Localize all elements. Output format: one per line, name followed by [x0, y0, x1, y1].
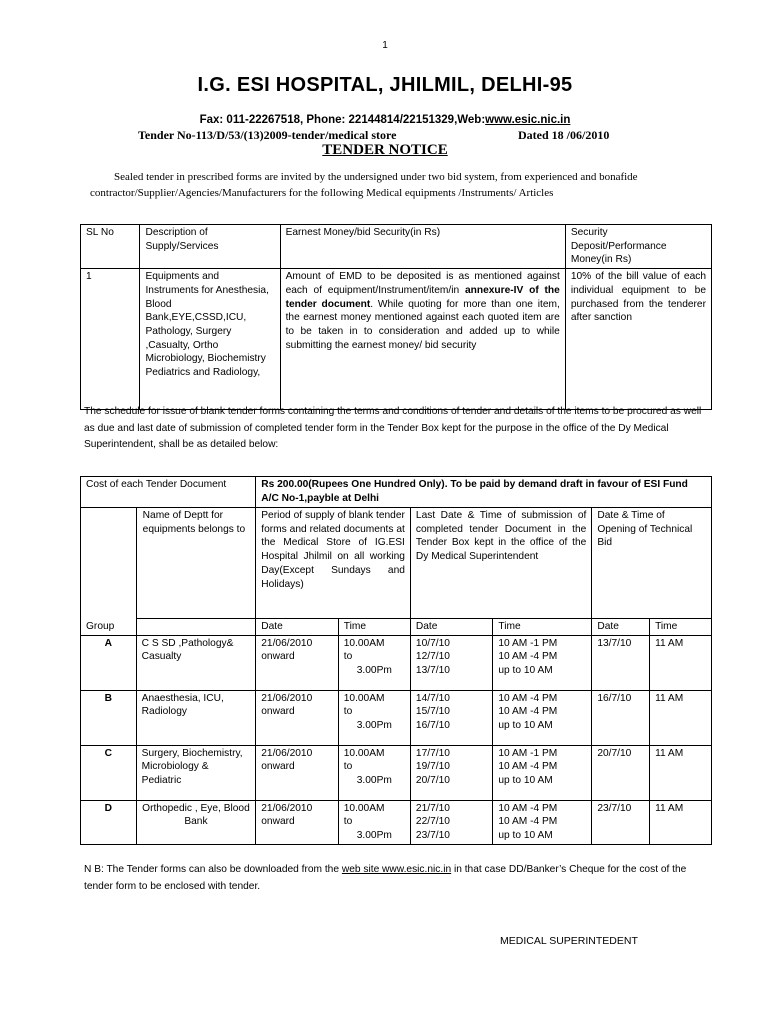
last-time: up to 10 AM	[498, 665, 553, 677]
table-row	[81, 745, 712, 800]
last-time: up to 10 AM	[498, 830, 553, 842]
page-number: 1	[382, 40, 388, 51]
nb-text-1: N B: The Tender forms can also be downloaded from the	[84, 864, 342, 875]
last-dates-b	[410, 690, 492, 745]
emd-text-2: . While quoting for more than one item, the earnest money mentioned against each quoted item are to be taken in to consideration and added up to while submitting the earnest money/ bid security	[285, 298, 560, 351]
open-time-a: 11 AM	[650, 635, 712, 690]
last-date: 16/7/10	[415, 720, 450, 732]
time-to: to	[343, 816, 353, 828]
open-time-c: 11 AM	[650, 745, 712, 800]
last-date: 15/7/10	[415, 706, 450, 718]
issue-date-d: 21/06/2010 onward	[256, 800, 338, 844]
subheader-row	[81, 619, 712, 636]
last-time: 10 AM -4 PM	[498, 802, 558, 814]
last-date: 13/7/10	[415, 665, 450, 677]
open-date-label: Date	[592, 619, 650, 636]
header-emd: Earnest Money/bid Security(in Rs)	[280, 225, 565, 269]
issue-date-label: Date	[256, 619, 338, 636]
cost-row	[81, 477, 712, 508]
dept-a: C S SD ,Pathology& Casualty	[136, 635, 256, 690]
tender-reference	[138, 128, 638, 143]
last-dates-c	[410, 745, 492, 800]
time-until: 3.00Pm	[356, 720, 392, 732]
labels-row	[81, 508, 712, 619]
hospital-title: I.G. ESI HOSPITAL, JHILMIL, DELHI-95	[197, 74, 573, 96]
last-date: 10/7/10	[415, 637, 450, 649]
nb-note	[84, 862, 704, 895]
last-time: up to 10 AM	[498, 775, 553, 787]
open-date-a: 13/7/10	[592, 635, 650, 690]
schedule-paragraph: The schedule for issue of blank tender forms containing the terms and conditions of tender and details of the items to be procured as well as due and last date of submission of completed tender form in the Tender Box kept for the purpose in the office of the Dy Medical Superintendent, shall be as detailed below:	[84, 406, 702, 451]
last-time: 10 AM -4 PM	[498, 692, 558, 704]
last-date-label: Date	[410, 619, 492, 636]
intro-paragraph: Sealed tender in prescribed forms are invited by the undersigned under two bid system, from experienced and bonafide contractor/Supplier/Agencies/Manufacturers for the following Medical equipments /Instruments/ Articles	[90, 171, 638, 199]
time-until: 3.00Pm	[356, 830, 392, 842]
last-date: 19/7/10	[415, 761, 450, 773]
notice-title: TENDER NOTICE	[322, 142, 448, 158]
nb-website-link[interactable]: web site www.esic.nic.in	[341, 864, 452, 875]
time-to: to	[343, 706, 353, 718]
group-a: A	[81, 635, 137, 690]
tender-number: Tender No-113/D/53/(13)2009-tender/medical store	[138, 128, 397, 142]
last-date: 23/7/10	[415, 830, 450, 842]
last-date: 12/7/10	[415, 651, 450, 663]
time-from: 10.00AM	[343, 637, 385, 649]
issue-date-c: 21/06/2010 onward	[256, 745, 338, 800]
last-time: 10 AM -4 PM	[498, 761, 558, 773]
website-link[interactable]: www.esic.nic.in	[485, 114, 571, 126]
last-time: up to 10 AM	[498, 720, 553, 732]
last-date: 21/7/10	[415, 802, 450, 814]
last-date: 20/7/10	[415, 775, 450, 787]
row-description: Equipments and Instruments for Anesthesia, Blood Bank,EYE,CSSD,ICU, Pathology, Surgery ,Casualty, Ortho Microbiology, Biochemistry Pediatrics and Radiology,	[140, 269, 280, 410]
issue-time-label: Time	[338, 619, 410, 636]
header-description: Description of Supply/Services	[140, 225, 280, 269]
time-until: 3.00Pm	[356, 665, 392, 677]
last-times-a	[493, 635, 592, 690]
table-row	[81, 690, 712, 745]
blank-cell	[81, 508, 137, 619]
row-sl: 1	[81, 269, 140, 410]
last-date: 22/7/10	[415, 816, 450, 828]
time-to: to	[343, 761, 353, 773]
contact-line	[0, 114, 770, 126]
open-date-d: 23/7/10	[592, 800, 650, 844]
table-row	[81, 269, 712, 410]
group-c: C	[81, 745, 137, 800]
open-date-b: 16/7/10	[592, 690, 650, 745]
items-table-header	[81, 225, 712, 269]
table-row	[81, 800, 712, 844]
issue-time-c	[338, 745, 410, 800]
dept-d: Orthopedic , Eye, Blood Bank	[136, 800, 256, 844]
last-time: 10 AM -4 PM	[498, 651, 558, 663]
tender-date: Dated 18 /06/2010	[518, 128, 610, 142]
issue-time-d	[338, 800, 410, 844]
table-row	[81, 635, 712, 690]
emd-annexure: annexure-IV of the tender document	[285, 284, 560, 310]
schedule-table	[80, 476, 712, 845]
emd-text-1: Amount of EMD to be deposited is as mentioned against each of equipment/Instrument/item/in	[285, 271, 560, 296]
dept-c: Surgery, Biochemistry, Microbiology & Pediatric	[136, 745, 256, 800]
last-times-d	[493, 800, 592, 844]
nb-text-2: in that case DD/Banker’s Cheque for the cost of the tender form to be enclosed with tender.	[84, 864, 687, 892]
group-b: B	[81, 690, 137, 745]
open-date-c: 20/7/10	[592, 745, 650, 800]
row-emd	[280, 269, 565, 410]
group-d: D	[81, 800, 137, 844]
items-table	[80, 224, 712, 410]
dept-b: Anaesthesia, ICU, Radiology	[136, 690, 256, 745]
opening-label: Date & Time of Opening of Technical Bid	[592, 508, 712, 619]
time-from: 10.00AM	[343, 802, 385, 814]
last-time: 10 AM -1 PM	[498, 637, 558, 649]
last-dates-d	[410, 800, 492, 844]
last-time-label: Time	[493, 619, 592, 636]
signature: MEDICAL SUPERINTEDENT	[500, 935, 638, 947]
last-dates-a	[410, 635, 492, 690]
time-until: 3.00Pm	[356, 775, 392, 787]
time-from: 10.00AM	[343, 692, 385, 704]
last-times-c	[493, 745, 592, 800]
issue-date-a: 21/06/2010 onward	[256, 635, 338, 690]
contact-text: Fax: 011-22267518, Phone: 22144814/22151329,Web:	[199, 114, 486, 126]
last-times-b	[493, 690, 592, 745]
last-time: 10 AM -4 PM	[498, 706, 558, 718]
last-time: 10 AM -4 PM	[498, 816, 558, 828]
open-time-label: Time	[650, 619, 712, 636]
last-date: 17/7/10	[415, 747, 450, 759]
time-to: to	[343, 651, 353, 663]
group-label: Group	[81, 619, 137, 636]
lastdate-label: Last Date & Time of submission of completed tender Document in the Tender Box kept in the office of the Dy Medical Superintendent	[410, 508, 591, 619]
issue-time-b	[338, 690, 410, 745]
blank-cell	[136, 619, 256, 636]
last-time: 10 AM -1 PM	[498, 747, 558, 759]
cost-label: Cost of each Tender Document	[81, 477, 256, 508]
cost-value: Rs 200.00(Rupees One Hundred Only). To be paid by demand draft in favour of ESI Fund A/C No-1,payble at Delhi	[256, 477, 712, 508]
open-time-d: 11 AM	[650, 800, 712, 844]
dept-label: Name of Deptt for equipments belongs to	[136, 508, 256, 619]
period-label: Period of supply of blank tender forms and related documents at the Medical Store of IG.ESI Hospital Jhilmil on all working Day(Except Sundays and Holidays)	[256, 508, 411, 619]
open-time-b: 11 AM	[650, 690, 712, 745]
time-from: 10.00AM	[343, 747, 385, 759]
header-security: Security Deposit/Performance Money(in Rs)	[565, 225, 711, 269]
row-security: 10% of the bill value of each individual equipment to be purchased from the tenderer after sanction	[565, 269, 711, 410]
issue-time-a	[338, 635, 410, 690]
issue-date-b: 21/06/2010 onward	[256, 690, 338, 745]
last-date: 14/7/10	[415, 692, 450, 704]
header-sl: SL No	[81, 225, 140, 269]
